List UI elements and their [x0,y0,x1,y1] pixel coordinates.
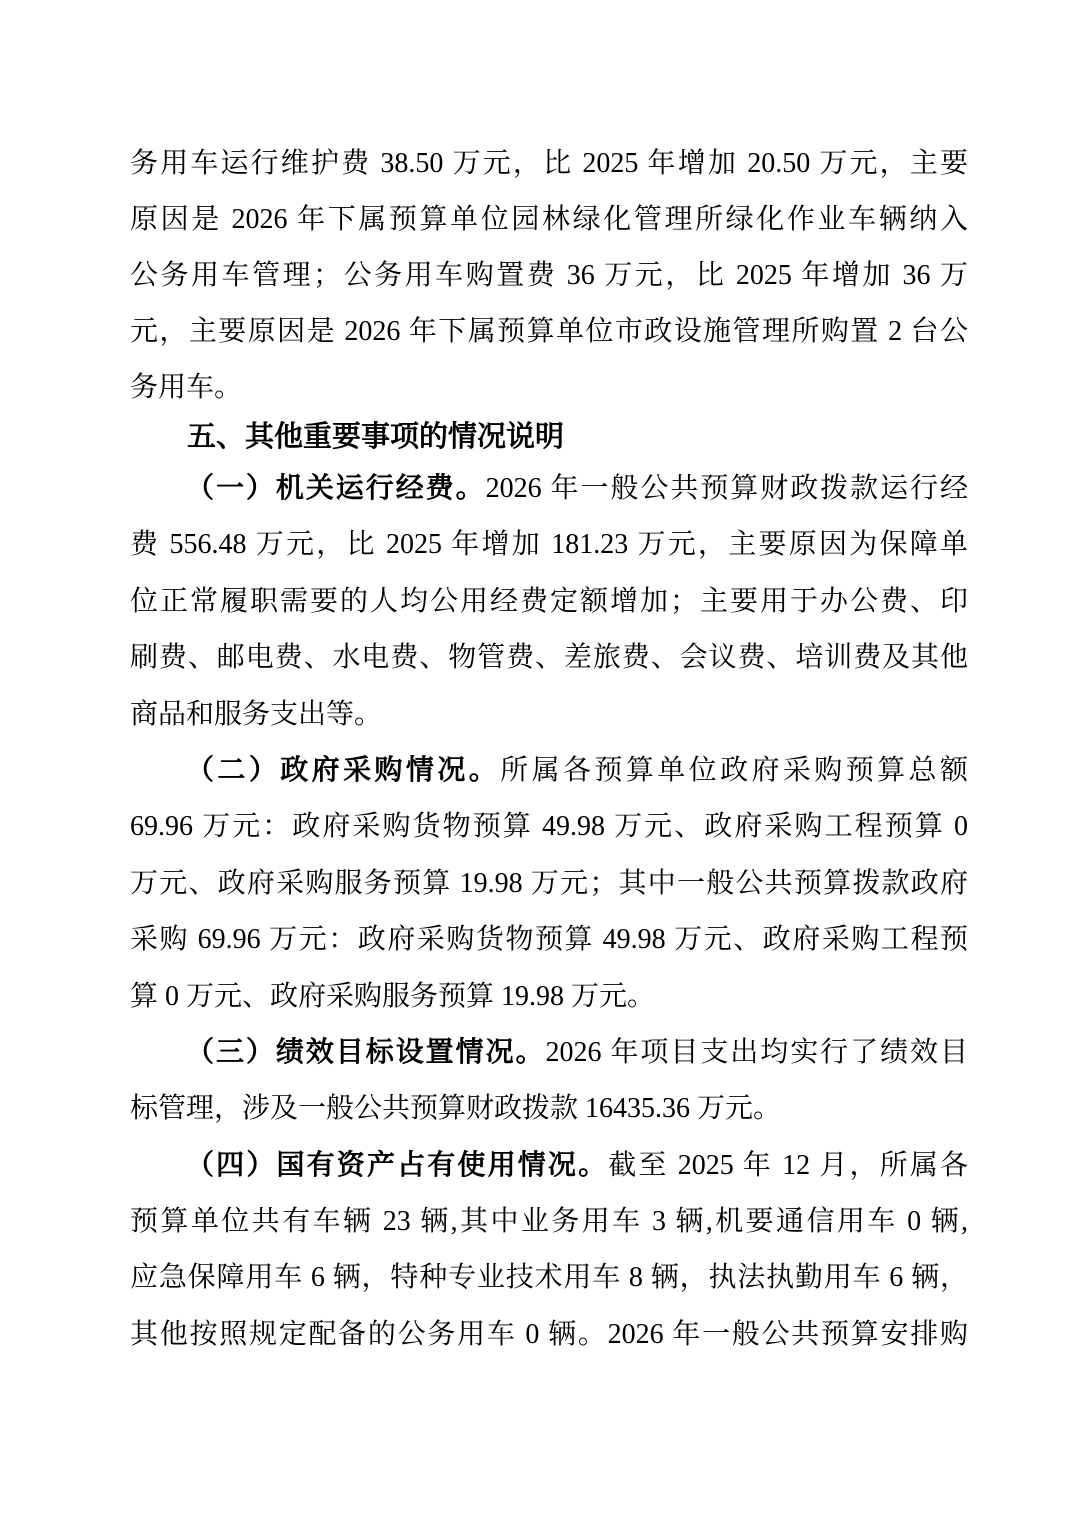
text-line: 应急保障用车 6 辆，特种专业技术用车 8 辆，执法执勤用车 6 辆， [130,1262,968,1294]
subsection-4-first-line-rest: 截至 2025 年 12 月，所属各 [608,1149,968,1181]
text-line: 万元、政府采购服务预算 19.98 万元；其中一般公共预算拨款政府 [130,867,968,899]
subsection-2-lead: （二）政府采购情况。 [186,754,501,786]
subsection-1-first-line [130,461,968,517]
text-line: 公务用车管理；公务用车购置费 36 万元，比 2025 年增加 36 万 [130,260,968,291]
subsection-3-first-line-rest: 2026 年项目支出均实行了绩效目 [545,1036,968,1068]
subsection-3-first-line [130,1025,968,1081]
text-line: 预算单位共有车辆 23 辆,其中业务用车 3 辆,机要通信用车 0 辆, [130,1206,968,1238]
subsection-3-lead: （三）绩效目标设置情况。 [186,1036,546,1068]
text-line: 商品和服务支出等。 [130,698,383,730]
text-line: 69.96 万元：政府采购货物预算 49.98 万元、政府采购工程预算 0 [130,811,968,843]
section-heading: 五、其他重要事项的情况说明 [187,421,565,453]
text-line: 费 556.48 万元，比 2025 年增加 181.23 万元，主要原因为保障单 [130,529,968,561]
text-line: 标管理，涉及一般公共预算财政拨款 16435.36 万元。 [130,1093,782,1125]
paragraph-continuation [130,136,968,416]
text-line: 务用车。 [130,372,243,403]
subsection-1-first-line-rest: 2026 年一般公共预算财政拨款运行经 [485,473,968,504]
text-line: 采购 69.96 万元：政府采购货物预算 49.98 万元、政府采购工程预 [130,924,968,956]
text-line: 元，主要原因是 2026 年下属预算单位市政设施管理所购置 2 台公 [130,316,968,347]
text-line: 刷费、邮电费、水电费、物管费、差旅费、会议费、培训费及其他 [130,642,968,674]
text-line: 算 0 万元、政府采购服务预算 19.98 万元。 [130,980,656,1012]
text-line: 原因是 2026 年下属预算单位园林绿化管理所绿化作业车辆纳入 [130,204,968,235]
subsection-1-lead: （一）机关运行经费。 [186,473,486,504]
subsection-4-first-line [130,1138,968,1194]
subsections [130,461,968,1363]
subsection-4-lead: （四）国有资产占有使用情况。 [186,1149,609,1181]
text-line: 其他按照规定配备的公务用车 0 辆。2026 年一般公共预算安排购 [130,1318,968,1350]
subsection-2-first-line-rest: 所属各预算单位政府采购预算总额 [500,754,968,786]
text-line: 务用车运行维护费 38.50 万元，比 2025 年增加 20.50 万元，主要 [130,148,968,179]
subsection-2-first-line [130,743,968,799]
text-line: 位正常履职需要的人均公用经费定额增加；主要用于办公费、印 [130,585,968,617]
